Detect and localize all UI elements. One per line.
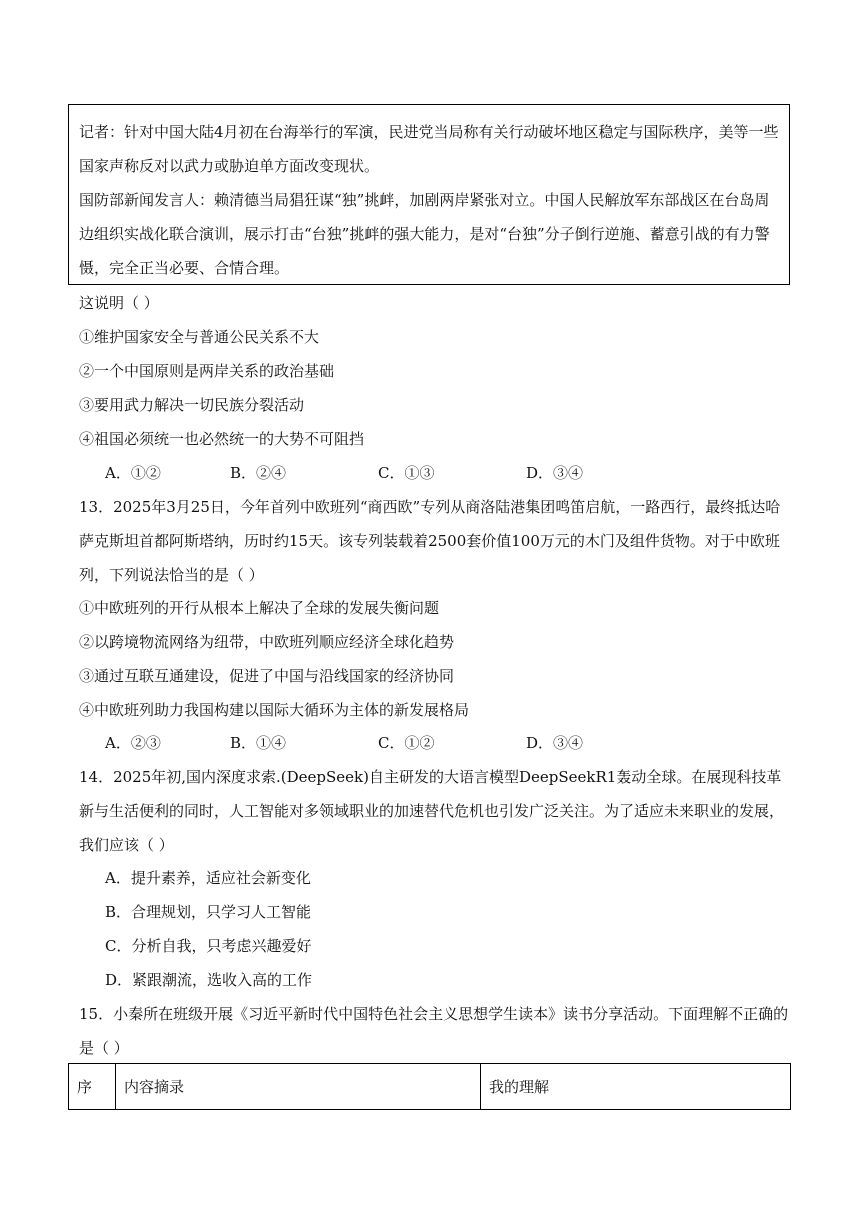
spokesman-quote: 国防部新闻发言人：赖清德当局猖狂谋“独”挑衅，加剧两岸紧张对立。中国人民解放军东部战区在台岛周边组织实战化联合演训，展示打击“台独”挑衅的强大能力，是对“台独”分子倒行逆施、蓄意引战的有力警慑，完全正当必要、合情合理。 xyxy=(79,191,770,277)
q13-option-d[interactable]: D．③④ xyxy=(526,734,584,752)
table-header-index: 序 xyxy=(69,1064,116,1110)
q13-statement: ①中欧班列的开行从根本上解决了全球的发展失衡问题 xyxy=(79,599,440,617)
q12-options xyxy=(105,463,665,483)
reporter-quote: 记者：针对中国大陆4月初在台海举行的军演，民进党当局称有关行动破坏地区稳定与国际秩序，美等一些国家声称反对以武力或胁迫单方面改变现状。 xyxy=(79,123,779,175)
q12-option-d[interactable]: D．③④ xyxy=(526,464,584,482)
q14-option-a[interactable]: A．提升素养，适应社会新变化 xyxy=(105,869,311,887)
q13-statement: ②以跨境物流网络为纽带，中欧班列顺应经济全球化趋势 xyxy=(79,633,455,651)
quote-box xyxy=(68,104,790,285)
q15-stem: 15．小秦所在班级开展《习近平新时代中国特色社会主义思想学生读本》读书分享活动。下面理解不正确的是（ ） xyxy=(79,1005,789,1057)
table-header-row xyxy=(69,1064,791,1110)
q13-option-a[interactable]: A．②③ xyxy=(105,734,161,752)
q13-options xyxy=(105,733,665,753)
q14-option-d[interactable]: D．紧跟潮流，选收入高的工作 xyxy=(105,971,313,989)
q13-statement: ④中欧班列助力我国构建以国际大循环为主体的新发展格局 xyxy=(79,701,470,719)
q12-statement: ④祖国必须统一也必然统一的大势不可阻挡 xyxy=(79,430,365,448)
q14-option-c[interactable]: C．分析自我，只考虑兴趣爱好 xyxy=(105,937,312,955)
q13-statement: ③通过互联互通建设，促进了中国与沿线国家的经济协同 xyxy=(79,667,455,685)
q12-statement: ①维护国家安全与普通公民关系不大 xyxy=(79,328,320,346)
q13-option-b[interactable]: B．①④ xyxy=(230,734,287,752)
q12-option-a[interactable]: A．①② xyxy=(105,464,161,482)
table-header-excerpt: 内容摘录 xyxy=(116,1064,481,1110)
q13-stem: 13．2025年3月25日，今年首列中欧班列“商西欧”专列从商洛陆港集团鸣笛启航，一路西行，最终抵达哈萨克斯坦首都阿斯塔纳，历时约15天。该专列装载着2500套价值100万元的木门及组件货物。对于中欧班列，下列说法恰当的是（ ） xyxy=(79,498,781,584)
q12-stem: 这说明（ ） xyxy=(79,294,159,312)
q12-option-b[interactable]: B．②④ xyxy=(230,464,287,482)
q14-stem: 14．2025年初,国内深度求索.(DeepSeek)自主研发的大语言模型DeepSeekR1轰动全球。在展现科技革新与生活便利的同时，人工智能对多领域职业的加速替代危机也引发广泛关注。为了适应未来职业的发展，我们应该（ ） xyxy=(79,768,785,854)
q15-table xyxy=(68,1063,791,1110)
q13-option-c[interactable]: C．①② xyxy=(378,734,435,752)
q14-option-b[interactable]: B．合理规划，只学习人工智能 xyxy=(105,903,312,921)
q12-statement: ③要用武力解决一切民族分裂活动 xyxy=(79,396,305,414)
table-header-understanding: 我的理解 xyxy=(481,1064,791,1110)
q12-statement: ②一个中国原则是两岸关系的政治基础 xyxy=(79,362,335,380)
q12-option-c[interactable]: C．①③ xyxy=(378,464,435,482)
